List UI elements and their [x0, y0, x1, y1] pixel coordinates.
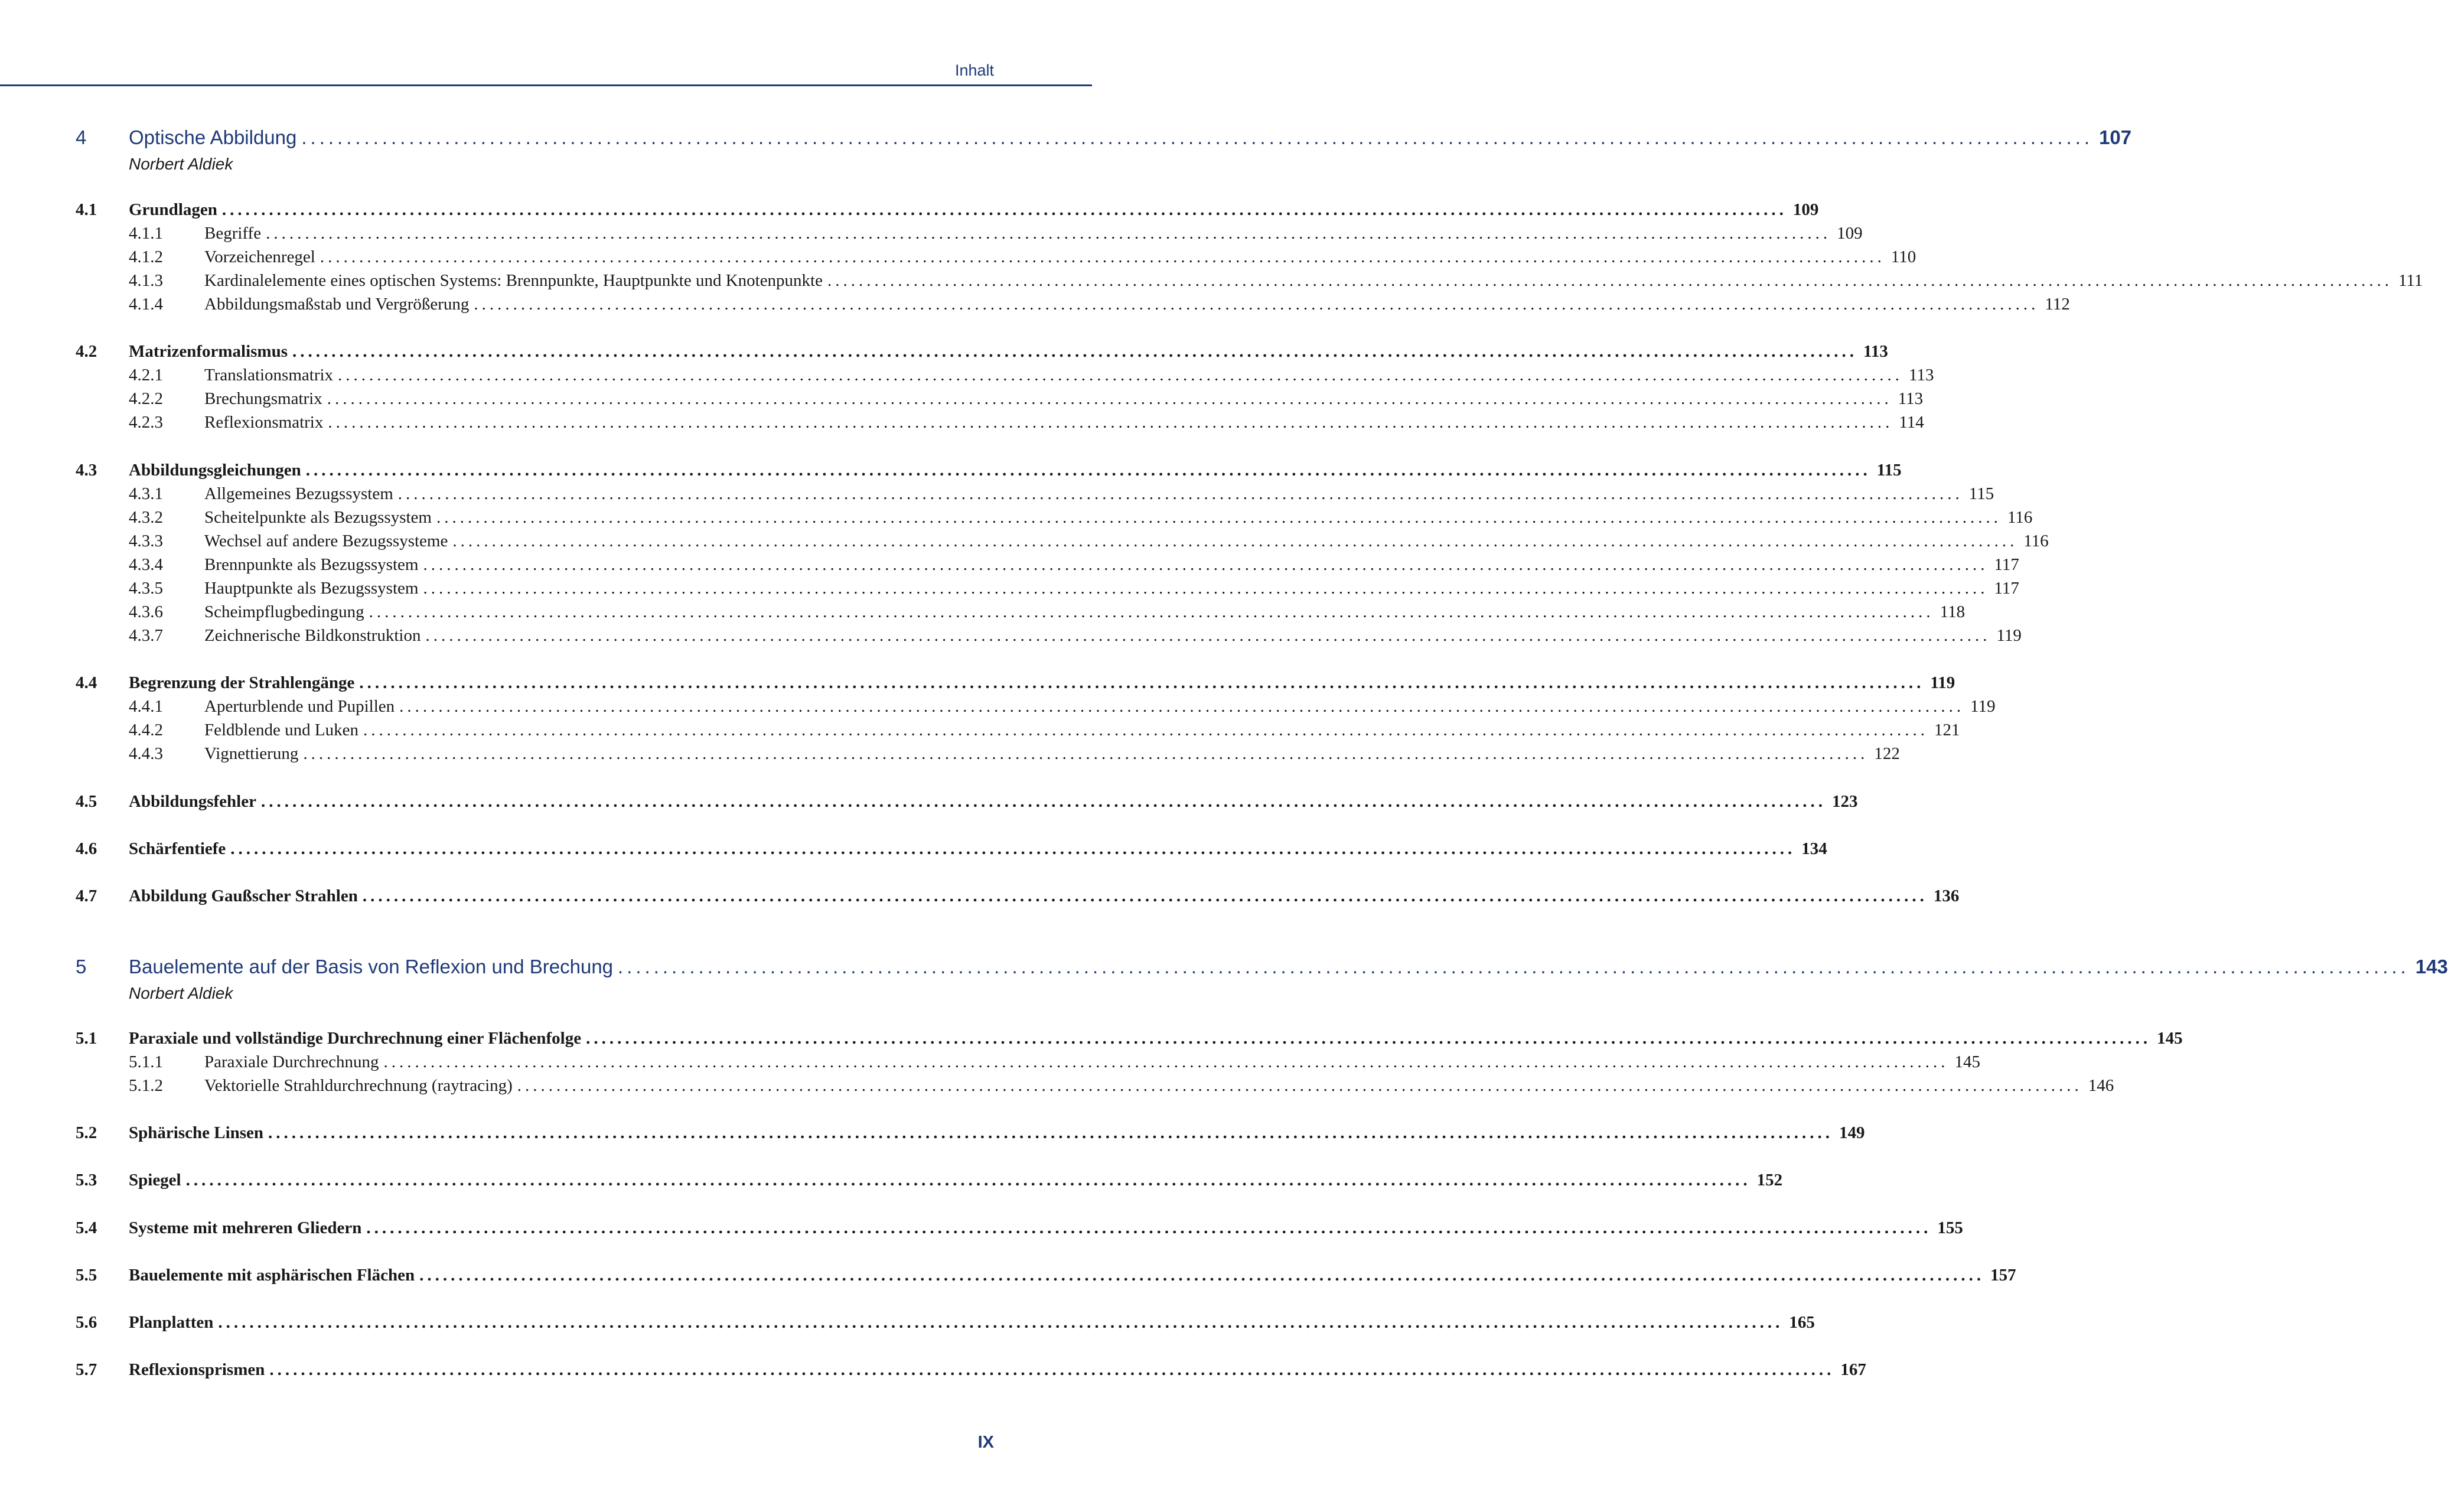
dot-leader: ........................................................................................................................................................................................................ [436, 508, 2002, 527]
entry-page: 121 [1934, 721, 1960, 739]
entry-title: Matrizenformalismus [129, 342, 288, 361]
entry-page: 113 [1898, 389, 1924, 408]
dot-leader: ........................................................................................................................................................................................................ [369, 602, 1934, 621]
dot-leader: ........................................................................................................................................................................................................ [586, 1029, 2152, 1048]
toc-entry-4-2-3[interactable] [76, 413, 1924, 436]
entry-page: 145 [1954, 1052, 1981, 1071]
toc-entry-5-5[interactable] [76, 1266, 2016, 1289]
entry-page: 110 [1890, 247, 1916, 266]
dot-leader: ........................................................................................................................................................................................................ [292, 342, 1857, 361]
entry-title: Hauptpunkte als Bezugssystem [204, 579, 419, 598]
entry-title: Brechungsmatrix [204, 389, 322, 408]
dot-leader: ........................................................................................................................................................................................................ [423, 555, 1989, 574]
toc-entry-4-2[interactable] [76, 342, 1888, 366]
dot-leader: ........................................................................................................................................................................................................ [452, 532, 2018, 550]
toc-entry-5-3[interactable] [76, 1171, 1783, 1194]
entry-page: 118 [1940, 602, 1965, 621]
entry-number: 4.3.6 [129, 602, 163, 621]
entry-number: 4.1.4 [129, 295, 163, 314]
entry-title: Reflexionsmatrix [204, 413, 324, 432]
dot-leader: ........................................................................................................................................................................................................ [618, 956, 2410, 977]
entry-number: 5.5 [76, 1266, 97, 1285]
toc-entry-4-3-1[interactable] [76, 484, 1994, 508]
toc-entry-4-3-3[interactable] [76, 532, 2049, 555]
entry-page: 114 [1899, 413, 1924, 432]
dot-leader: ........................................................................................................................................................................................................ [269, 1360, 1835, 1379]
entry-title: Paraxiale und vollständige Durchrechnung einer Flächenfolge [129, 1029, 582, 1048]
entry-number: 4.2 [76, 342, 97, 361]
toc-entry-4-3-2[interactable] [76, 508, 2033, 532]
dot-leader: ........................................................................................................................................................................................................ [328, 413, 1893, 432]
entry-title: Systeme mit mehreren Gliedern [129, 1218, 362, 1237]
dot-leader: ........................................................................................................................................................................................................ [359, 673, 1925, 692]
entry-title: Translationsmatrix [204, 366, 334, 384]
toc-entry-4-3[interactable] [76, 461, 1902, 484]
entry-number: 4.3.7 [129, 626, 163, 645]
entry-title: Planplatten [129, 1313, 214, 1332]
entry-page: 117 [1994, 555, 2019, 574]
page-number: IX [977, 1433, 994, 1452]
entry-number: 4.2.3 [129, 413, 163, 432]
entry-title: Grundlagen [129, 200, 217, 219]
entry-page: 119 [1996, 626, 2022, 645]
entry-number: 4.1.1 [129, 224, 163, 243]
entry-number: 4.3.3 [129, 532, 163, 550]
chapter-title: Bauelemente auf der Basis von Reflexion und Brechung [129, 956, 614, 977]
chapter-5-entry[interactable] [76, 956, 2448, 979]
entry-title: Sphärische Linsen [129, 1123, 264, 1142]
dot-leader: ........................................................................................................................................................................................................ [517, 1076, 2082, 1095]
chapter-number: 4 [76, 126, 87, 148]
entry-page: 146 [2088, 1076, 2114, 1095]
chapter-page: 107 [2099, 126, 2132, 148]
entry-page: 117 [1994, 579, 2019, 598]
toc-entry-5-4[interactable] [76, 1218, 1963, 1242]
chapter-page: 143 [2415, 956, 2448, 977]
dot-leader: ........................................................................................................................................................................................................ [362, 887, 1928, 905]
chapter-4-author: Norbert Aldiek [129, 155, 233, 173]
toc-entry-5-1-2[interactable] [76, 1076, 2114, 1100]
entry-number: 4.2.2 [129, 389, 163, 408]
entry-title: Vignettierung [204, 744, 299, 763]
toc-entry-4-3-5[interactable] [76, 579, 2019, 602]
entry-title: Aperturblende und Pupillen [204, 697, 395, 716]
chapter-4-entry[interactable] [76, 126, 2132, 150]
entry-title: Brennpunkte als Bezugssystem [204, 555, 419, 574]
entry-page: 167 [1840, 1360, 1866, 1379]
entry-title: Begrenzung der Strahlengänge [129, 673, 355, 692]
entry-page: 116 [2023, 532, 2049, 550]
entry-page: 115 [1968, 484, 1994, 503]
entry-title: Paraxiale Durchrechnung [204, 1052, 379, 1071]
toc-entry-4-1[interactable] [76, 200, 1819, 224]
dot-leader: ........................................................................................................................................................................................................ [268, 1123, 1834, 1142]
toc-entry-5-1[interactable] [76, 1029, 2183, 1052]
toc-entry-5-2[interactable] [76, 1123, 1865, 1147]
entry-title: Kardinalelemente eines optischen Systems: Brennpunkte, Hauptpunkte und Knotenpunkte [204, 271, 823, 290]
dot-leader: ........................................................................................................................................................................................................ [266, 224, 1831, 243]
entry-page: 119 [1970, 697, 1996, 716]
dot-leader: ........................................................................................................................................................................................................ [260, 792, 1826, 811]
entry-title: Abbildung Gaußscher Strahlen [129, 887, 358, 905]
toc-entry-4-2-1[interactable] [76, 366, 1934, 389]
entry-title: Schärfentiefe [129, 839, 226, 858]
dot-leader: ........................................................................................................................................................................................................ [301, 126, 2094, 148]
dot-leader: ........................................................................................................................................................................................................ [218, 1313, 1784, 1332]
toc-entry-4-6[interactable] [76, 839, 1827, 863]
toc-entry-4-1-2[interactable] [76, 247, 1916, 271]
toc-entry-4-1-1[interactable] [76, 224, 1863, 247]
entry-title: Abbildungsgleichungen [129, 461, 301, 480]
toc-entry-5-1-1[interactable] [76, 1052, 1981, 1076]
entry-number: 4.3.5 [129, 579, 163, 598]
entry-title: Zeichnerische Bildkonstruktion [204, 626, 421, 645]
entry-title: Reflexionsprismen [129, 1360, 265, 1379]
entry-number: 4.4.3 [129, 744, 163, 763]
entry-page: 123 [1831, 792, 1858, 811]
toc-entry-4-1-3[interactable] [76, 271, 2423, 295]
dot-leader: ........................................................................................................................................................................................................ [320, 247, 1885, 266]
entry-number: 5.3 [76, 1171, 97, 1190]
entry-title: Scheitelpunkte als Bezugssystem [204, 508, 432, 527]
toc-entry-5-6[interactable] [76, 1313, 1815, 1337]
entry-page: 134 [1801, 839, 1827, 858]
entry-title: Bauelemente mit asphärischen Flächen [129, 1266, 415, 1285]
dot-leader: ........................................................................................................................................................................................................ [423, 579, 1989, 598]
entry-title: Allgemeines Bezugssystem [204, 484, 393, 503]
entry-page: 111 [2398, 271, 2423, 290]
dot-leader: ........................................................................................................................................................................................................ [338, 366, 1903, 384]
entry-title: Feldblende und Luken [204, 721, 358, 739]
toc-entry-4-1-4[interactable] [76, 295, 2070, 318]
entry-number: 4.3.4 [129, 555, 163, 574]
entry-number: 5.7 [76, 1360, 97, 1379]
dot-leader: ........................................................................................................................................................................................................ [305, 461, 1871, 480]
entry-number: 4.2.1 [129, 366, 163, 384]
dot-leader: ........................................................................................................................................................................................................ [230, 839, 1796, 858]
entry-page: 149 [1839, 1123, 1865, 1142]
toc-entry-4-4-1[interactable] [76, 697, 1996, 721]
toc-entry-4-4[interactable] [76, 673, 1955, 697]
entry-number: 4.3.1 [129, 484, 163, 503]
entry-title: Spiegel [129, 1171, 181, 1190]
entry-title: Scheimpflugbedingung [204, 602, 364, 621]
entry-number: 5.1 [76, 1029, 97, 1048]
chapter-5-author: Norbert Aldiek [129, 984, 233, 1002]
chapter-number: 5 [76, 956, 87, 977]
dot-leader: ........................................................................................................................................................................................................ [303, 744, 1869, 763]
entry-number: 4.4.2 [129, 721, 163, 739]
entry-number: 4.3 [76, 461, 97, 480]
dot-leader: ........................................................................................................................................................................................................ [397, 484, 1963, 503]
entry-page: 113 [1909, 366, 1934, 384]
entry-title: Begriffe [204, 224, 262, 243]
entry-number: 4.3.2 [129, 508, 163, 527]
toc-entry-4-4-3[interactable] [76, 744, 1900, 768]
dot-leader: ........................................................................................................................................................................................................ [474, 295, 2039, 314]
entry-number: 4.7 [76, 887, 97, 905]
entry-page: 119 [1930, 673, 1955, 692]
toc-entry-4-7[interactable] [76, 887, 1960, 910]
entry-number: 4.4.1 [129, 697, 163, 716]
dot-leader: ........................................................................................................................................................................................................ [827, 271, 2392, 290]
toc-entry-4-5[interactable] [76, 792, 1858, 816]
toc-entry-4-2-2[interactable] [76, 389, 1924, 413]
entry-page: 109 [1792, 200, 1819, 219]
entry-number: 4.4 [76, 673, 97, 692]
entry-page: 157 [1990, 1266, 2016, 1285]
chapter-title: Optische Abbildung [129, 126, 297, 148]
entry-number: 4.1.3 [129, 271, 163, 290]
toc-entry-4-4-2[interactable] [76, 721, 1960, 744]
entry-title: Abbildungsmaßstab und Vergrößerung [204, 295, 470, 314]
dot-leader: ........................................................................................................................................................................................................ [366, 1218, 1932, 1237]
entry-title: Vektorielle Strahldurchrechnung (raytracing) [204, 1076, 513, 1095]
entry-page: 115 [1876, 461, 1902, 480]
dot-leader: ........................................................................................................................................................................................................ [425, 626, 1991, 645]
dot-leader: ........................................................................................................................................................................................................ [419, 1266, 1985, 1285]
entry-number: 4.5 [76, 792, 97, 811]
entry-page: 155 [1937, 1218, 1963, 1237]
entry-page: 152 [1756, 1171, 1783, 1190]
toc-entry-4-3-7[interactable] [76, 626, 2022, 650]
dot-leader: ........................................................................................................................................................................................................ [327, 389, 1892, 408]
entry-page: 145 [2157, 1029, 2183, 1048]
entry-number: 5.4 [76, 1218, 97, 1237]
header-rule [0, 84, 1092, 86]
entry-page: 116 [2007, 508, 2033, 527]
toc-entry-4-3-4[interactable] [76, 555, 2019, 579]
entry-number: 5.1.1 [129, 1052, 163, 1071]
dot-leader: ........................................................................................................................................................................................................ [399, 697, 1965, 716]
entry-number: 4.1.2 [129, 247, 163, 266]
entry-page: 113 [1863, 342, 1888, 361]
entry-title: Vorzeichenregel [204, 247, 315, 266]
dot-leader: ........................................................................................................................................................................................................ [383, 1052, 1949, 1071]
dot-leader: ........................................................................................................................................................................................................ [363, 721, 1928, 739]
entry-title: Wechsel auf andere Bezugssysteme [204, 532, 448, 550]
toc-entry-4-3-6[interactable] [76, 602, 1965, 626]
entry-number: 4.6 [76, 839, 97, 858]
running-header: Inhalt [954, 61, 994, 79]
entry-page: 112 [2045, 295, 2070, 314]
entry-page: 109 [1837, 224, 1863, 243]
entry-title: Abbildungsfehler [129, 792, 256, 811]
entry-number: 5.6 [76, 1313, 97, 1332]
toc-entry-5-7[interactable] [76, 1360, 1866, 1384]
entry-page: 136 [1933, 887, 1960, 905]
entry-number: 4.1 [76, 200, 97, 219]
entry-page: 165 [1789, 1313, 1815, 1332]
dot-leader: ........................................................................................................................................................................................................ [221, 200, 1787, 219]
dot-leader: ........................................................................................................................................................................................................ [185, 1171, 1751, 1190]
entry-number: 5.1.2 [129, 1076, 163, 1095]
entry-number: 5.2 [76, 1123, 97, 1142]
entry-page: 122 [1874, 744, 1900, 763]
